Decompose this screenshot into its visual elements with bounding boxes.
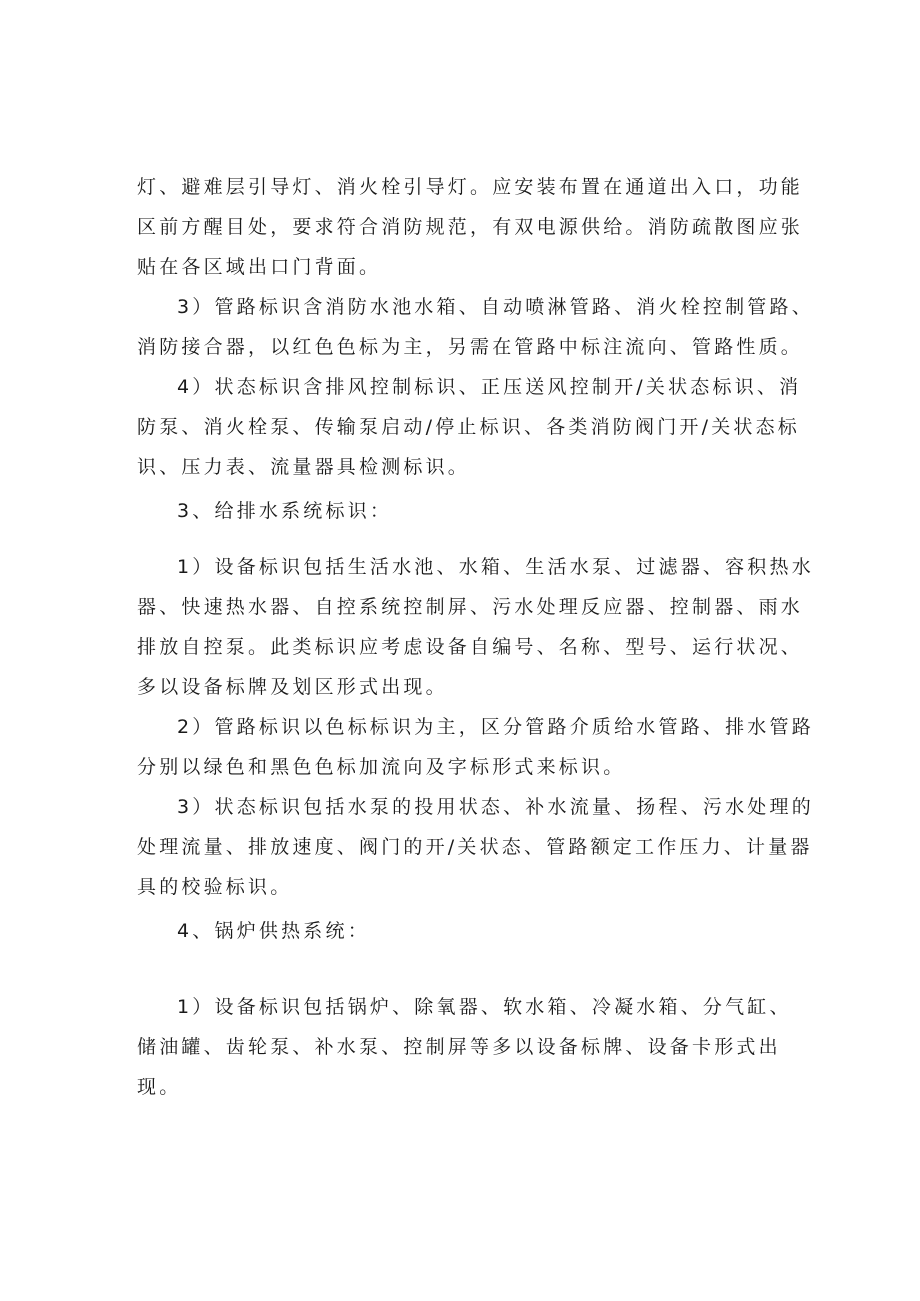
text-line: 2）管路标识以色标标识为主，区分管路介质给水管路、排水管路 bbox=[177, 716, 814, 738]
text-line: 储油罐、齿轮泵、补水泵、控制屏等多以设备标牌、设备卡形式出 bbox=[137, 1036, 781, 1058]
text-line: 区前方醒目处，要求符合消防规范，有双电源供给。消防疏散图应张 bbox=[137, 216, 804, 238]
section-heading: 4、锅炉供热系统： bbox=[177, 920, 370, 942]
text-line: 分别以绿色和黑色色标加流向及字标形式来标识。 bbox=[137, 756, 626, 778]
text-line: 识、压力表、流量器具检测标识。 bbox=[137, 456, 471, 478]
section-heading: 3、给排水系统标识： bbox=[177, 500, 393, 522]
text-line: 处理流量、排放速度、阀门的开/关状态、管路额定工作压力、计量器 bbox=[137, 836, 813, 858]
text-line: 现。 bbox=[137, 1076, 182, 1098]
text-line: 灯、避难层引导灯、消火栓引导灯。应安装布置在通道出入口，功能 bbox=[137, 176, 804, 198]
text-line: 消防接合器，以红色色标为主，另需在管路中标注流向、管路性质。 bbox=[137, 336, 804, 358]
text-line: 1）设备标识包括锅炉、除氧器、软水箱、冷凝水箱、分气缸、 bbox=[177, 996, 792, 1018]
text-line: 贴在各区域出口门背面。 bbox=[137, 256, 382, 278]
text-line: 防泵、消火栓泵、传输泵启动/停止标识、各类消防阀门开/关状态标 bbox=[137, 416, 801, 438]
text-line: 3）管路标识含消防水池水箱、自动喷淋管路、消火栓控制管路、 bbox=[177, 296, 814, 318]
text-line: 4）状态标识含排风控制标识、正压送风控制开/关状态标识、消 bbox=[177, 376, 802, 398]
text-line: 3）状态标识包括水泵的投用状态、补水流量、扬程、污水处理的 bbox=[177, 796, 814, 818]
text-line: 排放自控泵。此类标识应考虑设备自编号、名称、型号、运行状况、 bbox=[137, 636, 804, 658]
text-line: 具的校验标识。 bbox=[137, 876, 293, 898]
text-line: 多以设备标牌及划区形式出现。 bbox=[137, 676, 448, 698]
text-line: 1）设备标识包括生活水池、水箱、生活水泵、过滤器、容积热水 bbox=[177, 556, 814, 578]
text-line: 器、快速热水器、自控系统控制屏、污水处理反应器、控制器、雨水 bbox=[137, 596, 804, 618]
